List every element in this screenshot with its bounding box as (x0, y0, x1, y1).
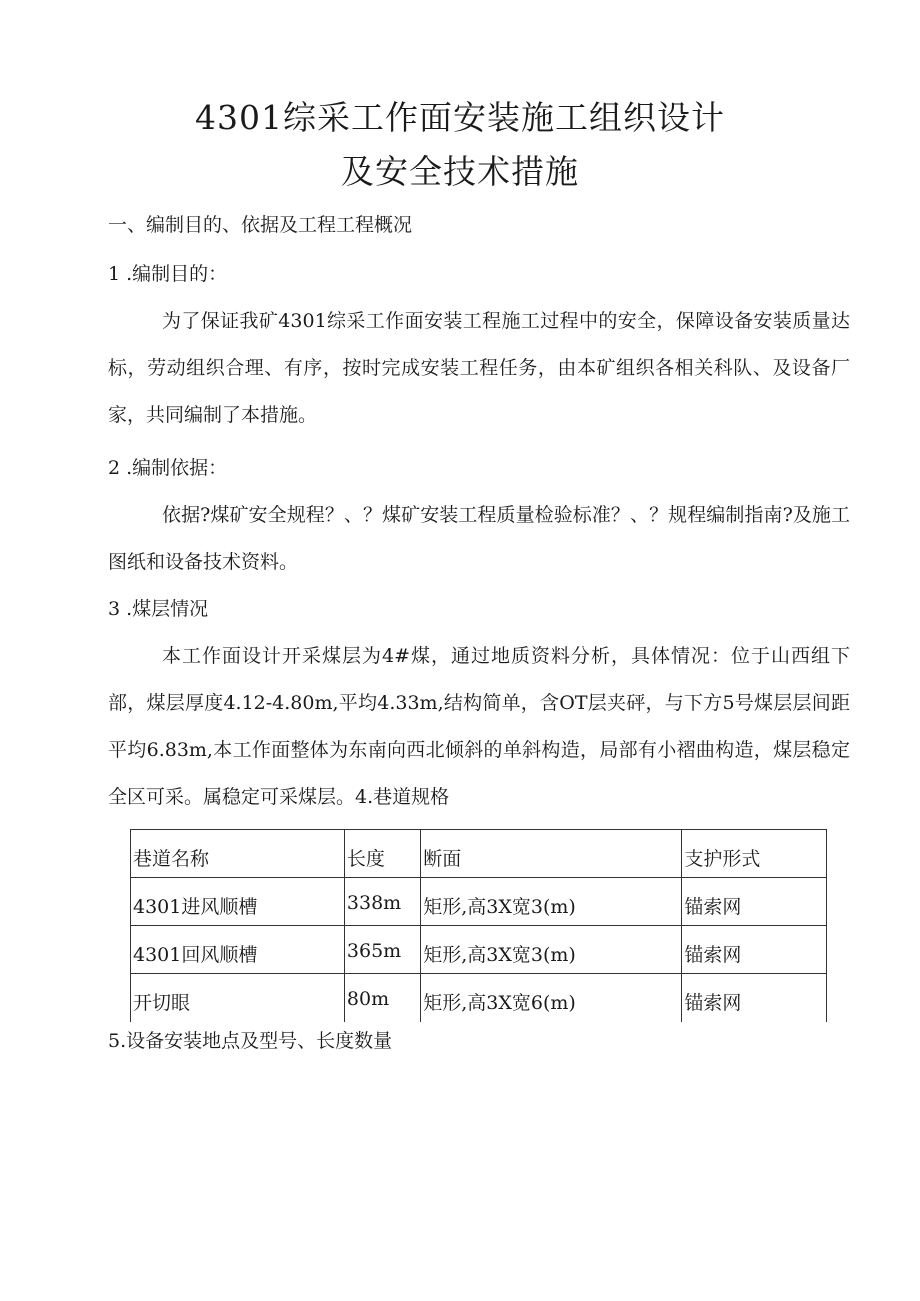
item-3-body: 本工作面设计开采煤层为4#煤，通过地质资料分析，具体情况：位于山西组下部，煤层厚度4.12-4.80m,平均4.33m,结构简单，含OT层夹砰，与下方5号煤层层间距平均6.83m,本工作面整体为东南向西北倾斜的单斜构造，局部有小褶曲构造，煤层稳定全区可采。属稳定可采煤层。4.巷道规格 (108, 645, 850, 808)
table-cell: 锚索网 (682, 974, 827, 1022)
item-2-body: 依据?煤矿安全规程？、？煤矿安装工程质量检验标准？、？规程编制指南?及施工图纸和设备技术资料。 (108, 504, 850, 573)
item-5-heading: 5.设备安装地点及型号、长度数量 (108, 1030, 393, 1052)
item-1-body: 为了保证我矿4301综采工作面安装工程施工过程中的安全，保障设备安装质量达标，劳动组织合理、有序，按时完成安装工程任务，由本矿组织各相关科队、及设备厂家，共同编制了本措施。 (108, 310, 850, 426)
table-header-cell: 巷道名称 (131, 830, 345, 878)
roadway-spec-table (130, 829, 827, 1022)
table-cell: 80m (344, 974, 420, 1022)
table-cell: 矩形,高3X宽3(m) (421, 926, 682, 974)
table-cell: 锚索网 (682, 926, 827, 974)
item-1-heading: 1 .编制目的： (108, 263, 228, 285)
item-3-heading: 3 .煤层情况 (108, 598, 209, 620)
table-cell: 开切眼 (131, 974, 345, 1022)
table-cell: 365m (344, 926, 420, 974)
table-cell: 338m (344, 878, 420, 926)
table-cell: 矩形,高3X宽3(m) (421, 878, 682, 926)
item-2-heading: 2 .编制依据： (108, 457, 228, 479)
document-title-line-2: 及安全技术措施 (341, 152, 579, 191)
table-cell: 4301进风顺槽 (131, 878, 345, 926)
table-header-cell: 长度 (344, 830, 420, 878)
table-cell: 锚索网 (682, 878, 827, 926)
table-row (131, 878, 827, 926)
section-1-heading: 一、编制目的、依据及工程工程概况 (108, 214, 413, 236)
table-header-cell: 断面 (421, 830, 682, 878)
table-row (131, 926, 827, 974)
document-title-line-1: 4301综采工作面安装施工组织设计 (195, 98, 725, 137)
table-cell: 矩形,高3X宽6(m) (421, 974, 682, 1022)
table-header-cell: 支护形式 (682, 830, 827, 878)
table-cell: 4301回风顺槽 (131, 926, 345, 974)
table-header-row (131, 830, 827, 878)
table-row (131, 974, 827, 1022)
